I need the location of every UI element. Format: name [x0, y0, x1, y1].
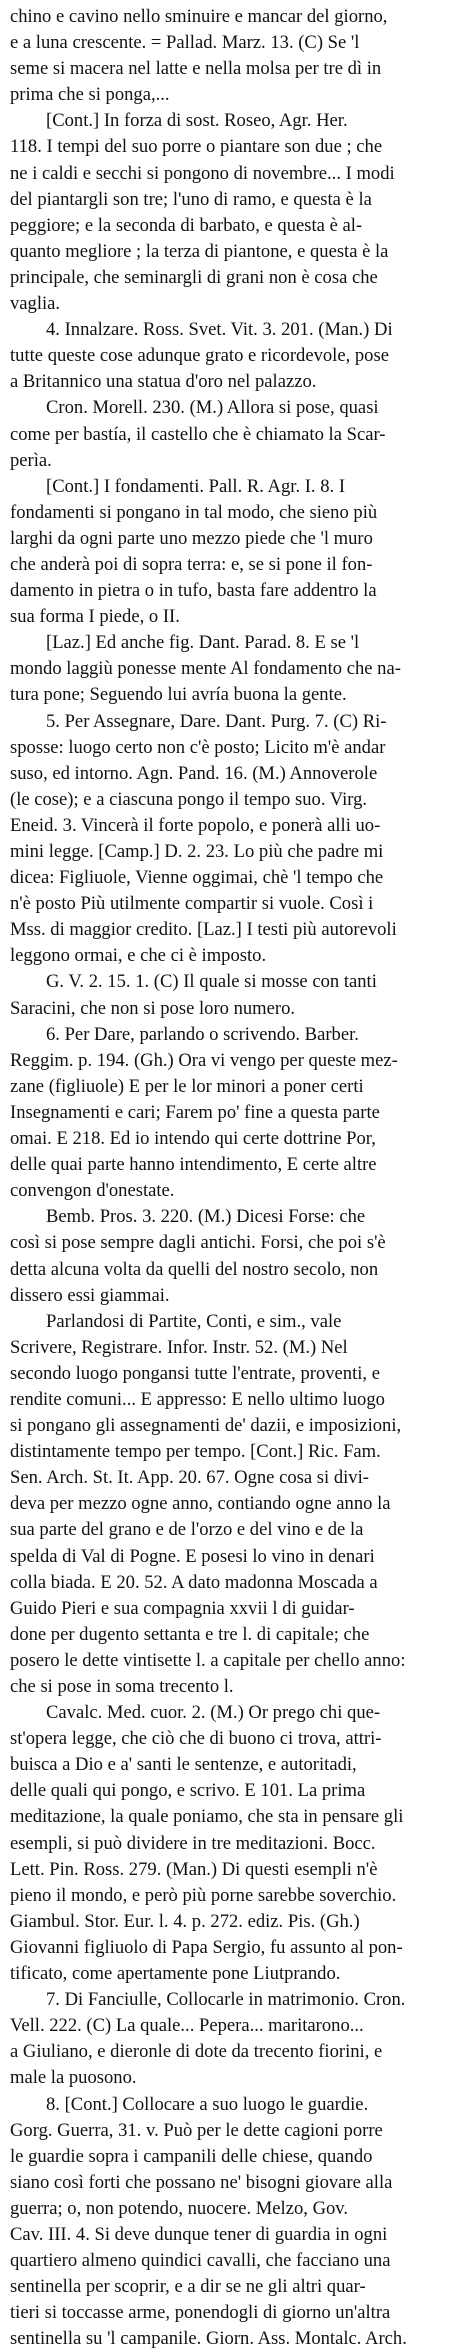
text-line: Insegnamenti e cari; Farem po' fine a questa parte — [10, 1101, 380, 1123]
text-line: quartiero almeno quindici cavalli, che facciano una — [10, 2250, 391, 2272]
text-line: buisca a Dio e a' santi le sentenze, e autoritadi, — [10, 1754, 357, 1776]
text-line: chino e cavino nello sminuire e mancar del giorno, — [10, 6, 388, 27]
text-line: Parlandosi di Partite, Conti, e sim., vale — [46, 1310, 342, 1332]
text-line: a Giuliano, e dieronle di dote da trecento fiorini, e — [10, 2041, 383, 2063]
text-line: sua forma I piede, o II. — [10, 606, 180, 628]
text-line: prima che si ponga,... — [10, 84, 170, 106]
text-line: Eneid. 3. Vincerà il forte popolo, e ponerà alli uo- — [10, 814, 381, 836]
text-line: dicea: Figliuole, Vienne oggimai, chè 'l tempo che — [10, 867, 384, 889]
text-line: fondamenti si pongano in tal modo, che sieno più — [10, 501, 378, 523]
text-line: Reggim. p. 194. (Gh.) Ora vi vengo per queste mez- — [10, 1049, 398, 1071]
text-line: [Cont.] In forza di sost. Roseo, Agr. Her. — [46, 110, 348, 132]
text-line: posero le dette vintisette l. a capitale per chello anno: — [10, 1649, 406, 1671]
text-line: sposse: luogo certo non c'è posto; Licito m'è andar — [10, 736, 386, 758]
text-line: principale, che seminargli di grani non è cosa che — [10, 266, 378, 288]
text-line: st'opera legge, che ciò che di buono ci trova, attri- — [10, 1728, 382, 1750]
text-line: Giovanni figliuolo di Papa Sergio, fu assunto al pon- — [10, 1936, 403, 1958]
text-line: 6. Per Dare, parlando o scrivendo. Barber. — [46, 1023, 359, 1045]
text-line: omai. E 218. Ed io intendo qui certe dottrine Por, — [10, 1128, 376, 1150]
text-line: sentinella su 'l campanile. Giorn. Ass. Montalc. Arch. — [10, 2328, 407, 2350]
text-line: Lett. Pin. Ross. 279. (Man.) Di questi esempli n'è — [10, 1858, 378, 1880]
text-line: dissero essi giammai. — [10, 1284, 170, 1306]
text-line: si pongano gli assegnamenti de' dazii, e imposizioni, — [10, 1415, 402, 1437]
text-line: Cav. III. 4. Si deve dunque tener di guardia in ogni — [10, 2223, 388, 2245]
text-line: Cavalc. Med. cuor. 2. (M.) Or prego chi que- — [46, 1702, 381, 1724]
text-line: siano così forti che possano ne' bisogni giovare alla — [10, 2171, 393, 2193]
text-line: Vell. 222. (C) La quale... Pepera... maritarono... — [10, 2015, 364, 2037]
text-line: come per bastía, il castello che è chiamato la Scar- — [10, 423, 386, 445]
text-line: Cron. Morell. 230. (M.) Allora si pose, quasi — [46, 397, 379, 419]
text-line: delle quali qui pongo, e scrivo. E 101. La prima — [10, 1780, 366, 1802]
text-line: distintamente tempo per tempo. [Cont.] Ric. Fam. — [10, 1441, 381, 1463]
text-line: Sen. Arch. St. It. App. 20. 67. Ogne cosa si divi- — [10, 1467, 369, 1489]
text-line: larghi da ogni parte uno mezzo piede che 'l muro — [10, 527, 373, 549]
text-line: quanto megliore ; la terza di piantone, e questa è la — [10, 240, 389, 262]
text-line: tieri si toccasse arme, ponendogli di giorno un'altra — [10, 2302, 391, 2324]
text-line: perìa. — [10, 449, 52, 471]
text-line: del piantargli son tre; l'uno di ramo, e questa è la — [10, 188, 372, 210]
text-line: damento in pietra o in tufo, basta fare addentro la — [10, 580, 377, 602]
text-line: [Laz.] Ed anche fig. Dant. Parad. 8. E se 'l — [46, 632, 360, 654]
text-line: le guardie sopra i campanili delle chiese, quando — [10, 2145, 373, 2167]
text-line: secondo luogo pongansi tutte l'entrate, proventi, e — [10, 1362, 380, 1384]
text-line: meditazione, la quale poniamo, che sta in pensare gli — [10, 1806, 404, 1828]
text-line: detta alcuna volta da quelli del nostro secolo, non — [10, 1258, 379, 1280]
text-line: n'è posto Più utilmente compartir si vuole. Così i — [10, 893, 374, 915]
text-line: 4. Innalzare. Ross. Svet. Vit. 3. 201. (Man.) Di — [46, 319, 393, 341]
text-line: Giambul. Stor. Eur. l. 4. p. 272. ediz. Pis. (Gh.) — [10, 1910, 360, 1932]
text-line: rendite comuni... E appresso: E nello ultimo luogo — [10, 1388, 385, 1410]
text-line: G. V. 2. 15. 1. (C) Il quale si mosse con tanti — [46, 971, 377, 993]
text-line: spelda di Val di Pogne. E posesi lo vino in denari — [10, 1545, 375, 1567]
text-line: Scrivere, Registrare. Infor. Instr. 52. (M.) Nel — [10, 1336, 348, 1358]
text-line: 5. Per Assegnare, Dare. Dant. Purg. 7. (C) Ri- — [46, 710, 387, 732]
text-line: sentinella per scoprir, e a dir se ne gli altri quar- — [10, 2276, 366, 2298]
text-line: pieno il mondo, e però più porne sarebbe soverchio. — [10, 1884, 397, 1906]
text-line: [Cont.] I fondamenti. Pall. R. Agr. I. 8. I — [46, 475, 346, 497]
text-line: Mss. di maggior credito. [Laz.] I testi più autorevoli — [10, 919, 397, 941]
text-line: che anderà poi di sopra terra: e, se si pone il fon- — [10, 553, 373, 575]
text-line: (le cose); e a ciascuna pongo il tempo suo. Virg. — [10, 788, 368, 810]
text-line: tutte queste cose adunque grato e ricordevole, pose — [10, 345, 389, 367]
text-line: mini legge. [Camp.] D. 2. 23. Lo più che padre mi — [10, 841, 384, 862]
text-line: peggiore; e la seconda di barbato, e questa è al- — [10, 214, 363, 236]
text-line: a Britannico una statua d'oro nel palazzo. — [10, 371, 317, 393]
text-line: tificato, come apertamente pone Liutprando. — [10, 1963, 341, 1985]
text-line: delle quai parte hanno intendimento, E certe altre — [10, 1154, 377, 1176]
text-line: vaglia. — [10, 293, 61, 315]
text-line: Gorg. Guerra, 31. v. Può per le dette cagioni porre — [10, 2119, 383, 2141]
text-line: colla biada. E 20. 52. A dato madonna Moscada a — [10, 1571, 378, 1593]
text-line: che si pose in soma trecento l. — [10, 1676, 234, 1697]
text-line: convengon d'onestate. — [10, 1180, 175, 1202]
text-line: esempli, si può dividere in tre meditazioni. Bocc. — [10, 1832, 376, 1854]
text-line: Bemb. Pros. 3. 220. (M.) Dicesi Forse: che — [46, 1206, 366, 1228]
text-line: leggono ormai, e che ci è imposto. — [10, 945, 267, 967]
text-line: suso, ed intorno. Agn. Pand. 16. (M.) Annoverole — [10, 762, 378, 784]
text-line: sua parte del grano e de l'orzo e del vino e de la — [10, 1519, 364, 1541]
text-line: seme si macera nel latte e nella molsa per tre dì in — [10, 58, 382, 80]
text-line: mondo laggiù ponesse mente Al fondamento che na- — [10, 658, 401, 680]
text-line: 118. I tempi del suo porre o piantare son due ; che — [10, 136, 383, 158]
text-line: guerra; o, non potendo, nuocere. Melzo, Gov. — [10, 2197, 349, 2219]
text-line: ne i caldi e secchi si pongono di novembre... I modi — [10, 162, 395, 184]
text-line: zane (figliuole) E per le lor minori a poner certi — [10, 1075, 364, 1097]
text-line: Guido Pieri e sua compagnia xxvii l di guidar- — [10, 1597, 355, 1619]
text-line: 8. [Cont.] Collocare a suo luogo le guardie. — [46, 2093, 369, 2115]
text-line: deva per mezzo ogne anno, contiando ogne anno la — [10, 1493, 391, 1515]
text-line: Saracini, che non si pose loro numero. — [10, 997, 296, 1019]
text-line: 7. Di Fanciulle, Collocarle in matrimonio. Cron. — [46, 1989, 406, 2011]
text-line: male la puosono. — [10, 2067, 137, 2089]
text-line: e a luna crescente. = Pallad. Marz. 13. (C) Se 'l — [10, 32, 360, 54]
text-line: tura pone; Seguendo lui avría buona la gente. — [10, 684, 347, 706]
text-line: così si pose sempre dagli antichi. Forsi, che poi s'è — [10, 1232, 386, 1254]
text-line: done per dugento settanta e tre l. di capitale; che — [10, 1623, 370, 1645]
